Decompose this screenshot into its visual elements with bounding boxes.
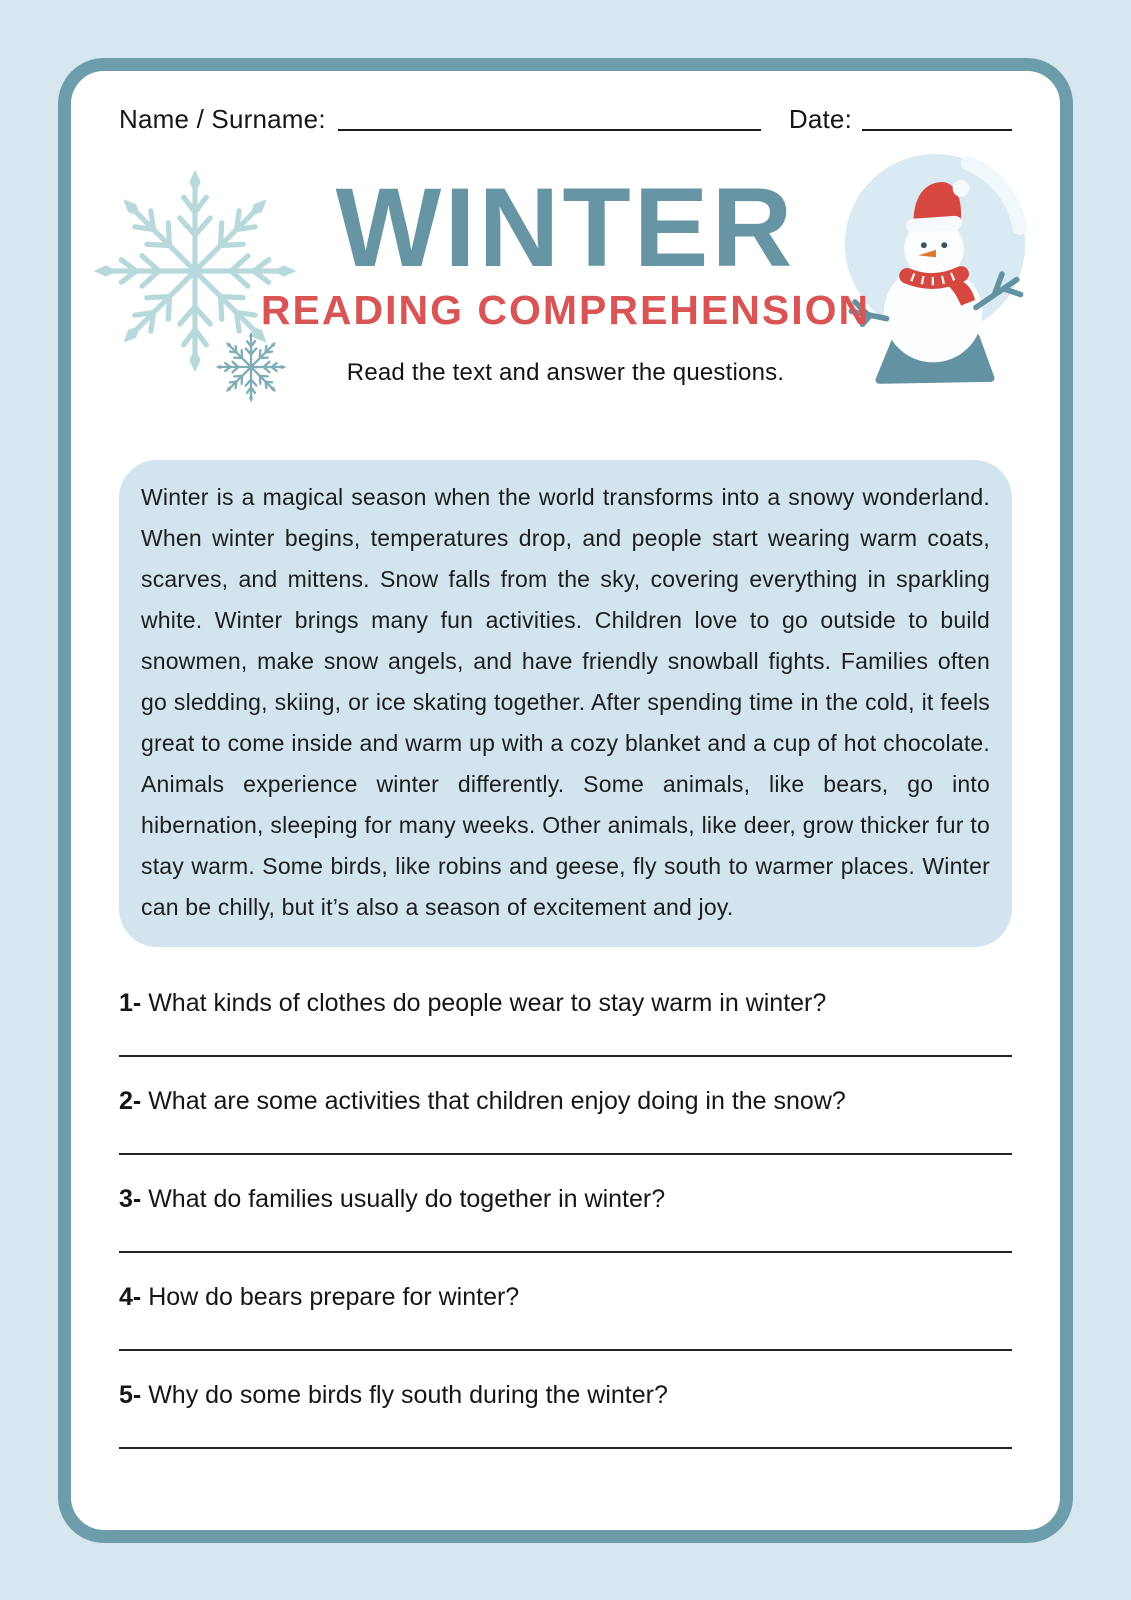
question-number: 5-: [119, 1381, 142, 1409]
question-line: [119, 987, 1012, 1019]
question-text: What do families usually do together in winter?: [148, 1185, 666, 1213]
question-number: 2-: [119, 1087, 142, 1115]
page-title: WINTER: [335, 165, 796, 290]
question-line: [119, 1281, 1012, 1313]
question-text: Why do some birds fly south during the winter?: [148, 1381, 668, 1409]
answer-line-1[interactable]: [119, 1055, 1012, 1057]
date-input-line[interactable]: [862, 107, 1012, 131]
name-input-line[interactable]: [338, 107, 761, 131]
question-item-5: [119, 1379, 1012, 1449]
questions-section: [119, 987, 1012, 1449]
name-label: Name / Surname:: [119, 104, 326, 134]
question-number: 1-: [119, 989, 142, 1017]
question-item-3: [119, 1183, 1012, 1253]
answer-line-3[interactable]: [119, 1251, 1012, 1253]
page-subtitle: READING COMPREHENSION: [260, 287, 871, 333]
question-line: [119, 1085, 1012, 1117]
question-text: What are some activities that children enjoy doing in the snow?: [148, 1087, 846, 1115]
question-text: How do bears prepare for winter?: [148, 1283, 520, 1311]
header-row: [119, 104, 1012, 134]
question-line: [119, 1183, 1012, 1215]
answer-line-4[interactable]: [119, 1349, 1012, 1351]
question-line: [119, 1379, 1012, 1411]
worksheet-card: [58, 58, 1073, 1543]
question-item-4: [119, 1281, 1012, 1351]
question-item-2: [119, 1085, 1012, 1155]
answer-line-2[interactable]: [119, 1153, 1012, 1155]
question-item-1: [119, 987, 1012, 1057]
answer-line-5[interactable]: [119, 1447, 1012, 1449]
instruction-text: Read the text and answer the questions.: [346, 359, 785, 387]
question-number: 3-: [119, 1185, 142, 1213]
hero-section: [119, 134, 1012, 446]
question-text: What kinds of clothes do people wear to stay warm in winter?: [148, 989, 827, 1017]
title-stack: [119, 134, 1012, 387]
passage-box: [119, 460, 1012, 947]
question-number: 4-: [119, 1283, 142, 1311]
date-label: Date:: [788, 104, 852, 134]
passage-text: Winter is a magical season when the world transforms into a snowy wonderland. When winter begins, temperatures drop, and people start wearing warm coats, scarves, and mittens. Snow falls from the sky, covering everything in sparkling white. Winter brings many fun activities. Children love to go outside to build snowmen, make snow angels, and have friendly snowball fights. Families often go sledding, skiing, or ice skating together. After spending time in the cold, it feels great to come inside and warm up with a cozy blanket and a cup of hot chocolate. Animals experience winter differently. Some animals, like bears, go into hibernation, sleeping for many weeks. Other animals, like deer, grow thicker fur to stay warm. Some birds, like robins and geese, fly south to warmer places. Winter can be chilly, but it’s also a season of excitement and joy.: [141, 484, 990, 920]
